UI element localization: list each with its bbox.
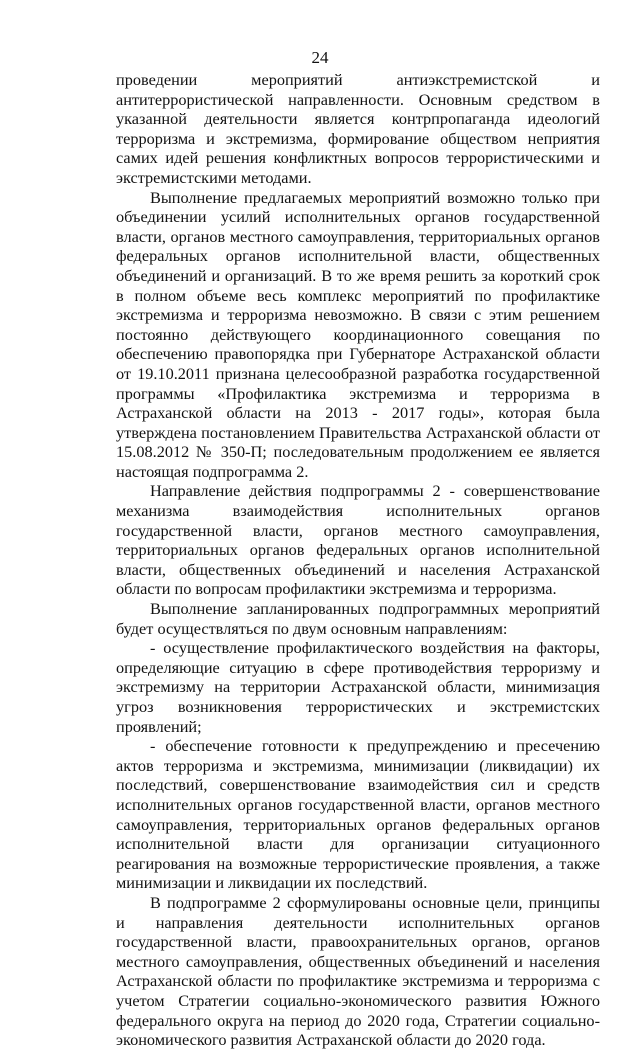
paragraph-continuation: проведении мероприятий антиэкстремистской и антитеррористической направленности. Основным средством в указанной деятельности является контрпропаганда идеологий терроризма и экстремизма, формирование обществом неприятия самих идей решения конфликтных вопросов террористическими и экстремистскими методами. xyxy=(116,70,600,187)
document-body xyxy=(116,70,600,1050)
paragraph-goals: В подпрограмме 2 сформулированы основные цели, принципы и направления деятельности исполнительных органов государственной власти, правоохранительных органов, органов местного самоуправления, общественных объединений и населения Астраханской области по профилактике экстремизма и терроризма с учетом Стратегии социально-экономического развития Южного федерального округа на период до 2020 года, Стратегии социально-экономического развития Астраханской области до 2020 года. xyxy=(116,892,600,1050)
list-item-readiness: - обеспечение готовности к предупреждению и пресечению актов терроризма и экстремизма, минимизации (ликвидации) их последствий, совершенствование взаимодействия сил и средств исполнительных органов государственной власти, органов местного самоуправления, территориальных органов федеральных органов исполнительной власти для организации ситуационного реагирования на возможные террористические проявления, а также минимизации и ликвидации их последствий. xyxy=(116,736,600,893)
page-number: 24 xyxy=(311,48,329,67)
list-item-prevention: - осуществление профилактического воздействия на факторы, определяющие ситуацию в сфере противодействия терроризму и экстремизму на территории Астраханской области, минимизация угроз возникновения террористических и экстремистских проявлений; xyxy=(116,638,600,736)
paragraph-planned-measures: Выполнение запланированных подпрограммных мероприятий будет осуществляться по двум основным направлениям: xyxy=(116,599,600,638)
paragraph-direction: Направление действия подпрограммы 2 - совершенствование механизма взаимодействия исполнительных органов государственной власти, органов местного самоуправления, территориальных органов федеральных органов исполнительной власти, общественных объединений и населения Астраханской области по вопросам профилактики экстремизма и терроризма. xyxy=(116,481,600,599)
paragraph-implementation: Выполнение предлагаемых мероприятий возможно только при объединении усилий исполнительных органов государственной власти, органов местного самоуправления, территориальных органов федеральных органов исполнительной власти, общественных объединений и организаций. В то же время решить за короткий срок в полном объеме весь комплекс мероприятий по профилактике экстремизма и терроризма невозможно. В связи с этим решением постоянно действующего координационного совещания по обеспечению правопорядка при Губернаторе Астраханской области от 19.10.2011 признана целесообразной разработка государственной программы «Профилактика экстремизма и терроризма в Астраханской области на 2013 - 2017 годы», которая была утверждена постановлением Правительства Астраханской области от 15.08.2012 № 350-П; последовательным продолжением ее является настоящая подпрограмма 2. xyxy=(116,187,600,481)
